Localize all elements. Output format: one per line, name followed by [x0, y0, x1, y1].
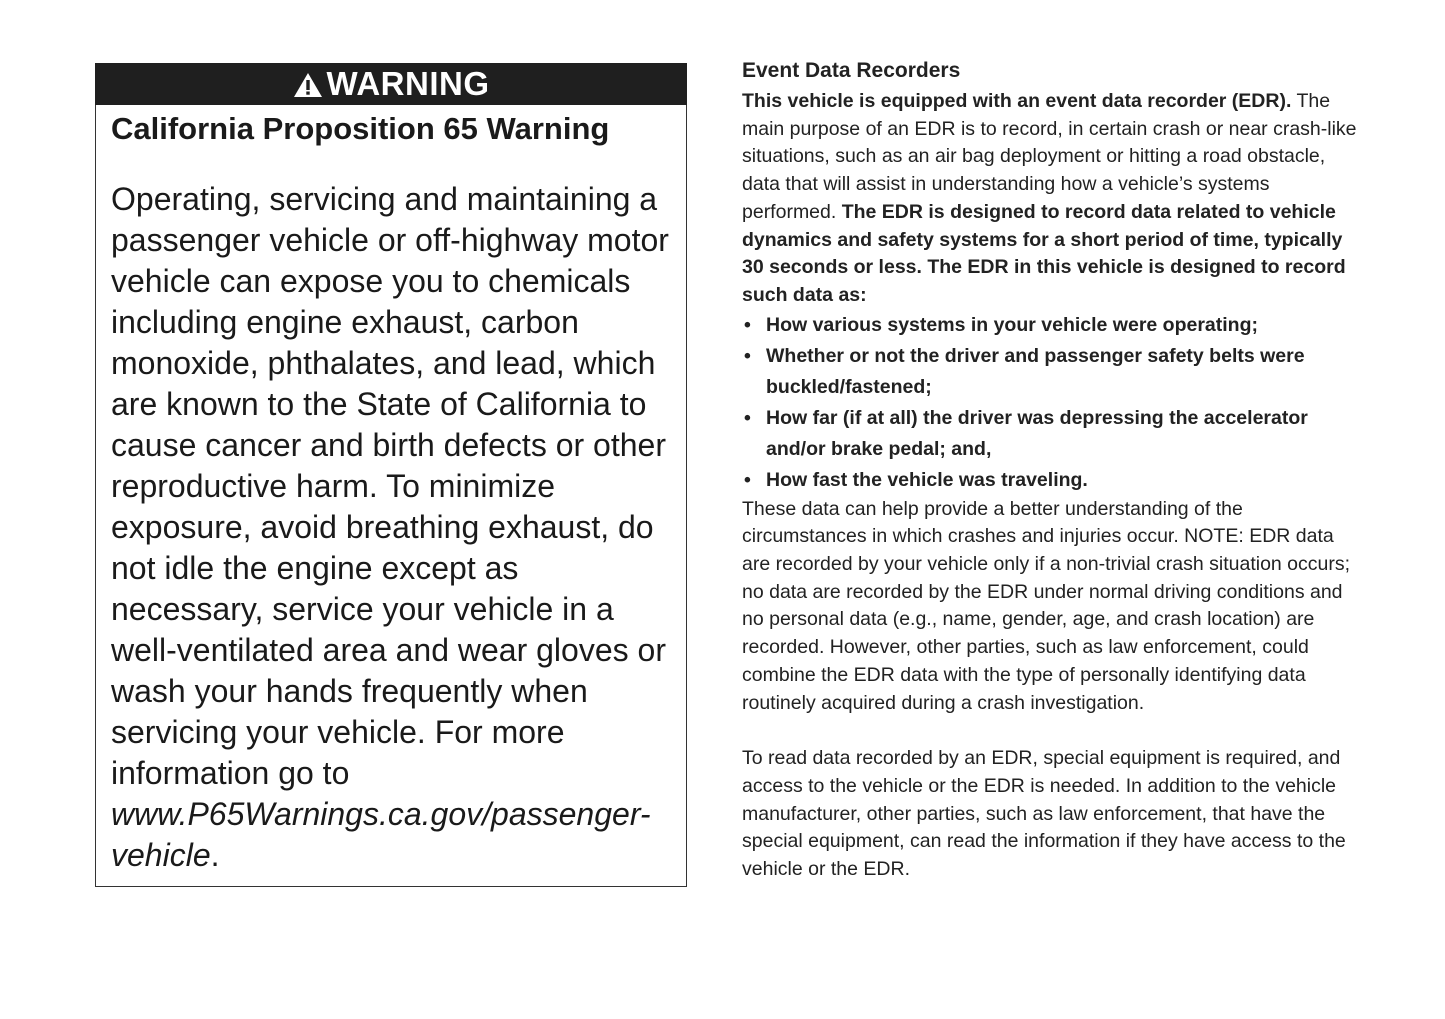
edr-heading: Event Data Recorders	[742, 59, 961, 82]
edr-bullet-list	[742, 310, 1357, 496]
edr-intro-bold-2: The EDR is designed to record data related to vehicle dynamics and safety systems for a short period of time, typically 30 seconds or less. The EDR in this vehicle is designed to record such data as:	[742, 200, 1346, 306]
warning-title: California Proposition 65 Warning	[111, 111, 610, 146]
edr-intro-text: The main purpose of an EDR is to record, in certain crash or near crash-like situations, such as an air bag deployment or hitting a road obstacle, data that will assist in understanding how a vehicle’s systems performed.	[742, 90, 1357, 223]
warning-end-punct: .	[210, 837, 220, 873]
warning-banner	[95, 63, 687, 105]
list-item: • How far (if at all) the driver was depressing the accelerator and/or brake pedal; and,	[742, 403, 1357, 465]
warning-body-text: Operating, servicing and maintaining a passenger vehicle or off-highway motor vehicle can expose you to chemicals including engine exhaust, carbon monoxide, phthalates, and lead, which are known to the State of California to cause cancer and birth defects or other reproductive harm. To minimize exposure, avoid breathing exhaust, do not idle the engine except as necessary, service your vehicle in a well-ventilated area and wear gloves or wash your hands frequently when servicing your vehicle. For more information go to	[111, 181, 669, 791]
list-item: • How fast the vehicle was traveling.	[742, 465, 1357, 496]
p65-link[interactable]: www.P65Warnings.ca.gov/passenger-vehicle	[111, 796, 651, 873]
edr-intro-bold: This vehicle is equipped with an event data recorder (EDR).	[742, 90, 1292, 112]
warning-body	[111, 179, 670, 876]
edr-para-3: To read data recorded by an EDR, special equipment is required, and access to the vehicle or the EDR is needed. In addition to the vehicle manufacturer, other parties, such as law enforcement, that have the special equipment, can read the information if they have access to the vehicle or the EDR.	[742, 747, 1346, 881]
warning-triangle-icon	[293, 72, 323, 98]
edr-intro	[742, 88, 1357, 310]
edr-section	[742, 57, 1357, 884]
edr-para-2: These data can help provide a better understanding of the circumstances in which crashes and injuries occur. NOTE: EDR data are recorded by your vehicle only if a non-trivial crash situation occurs; no data are recorded by the EDR under normal driving conditions and no personal data (e.g., name, gender, age, and crash location) are recorded. However, other parties, such as law enforcement, could combine the EDR data with the type of personally identifying data routinely acquired during a crash investigation.	[742, 497, 1351, 714]
warning-banner-label: WARNING	[326, 65, 490, 102]
prop65-warning-box	[95, 63, 687, 887]
list-item: • How various systems in your vehicle were operating;	[742, 310, 1357, 341]
list-item: • Whether or not the driver and passenger safety belts were buckled/fastened;	[742, 341, 1357, 403]
